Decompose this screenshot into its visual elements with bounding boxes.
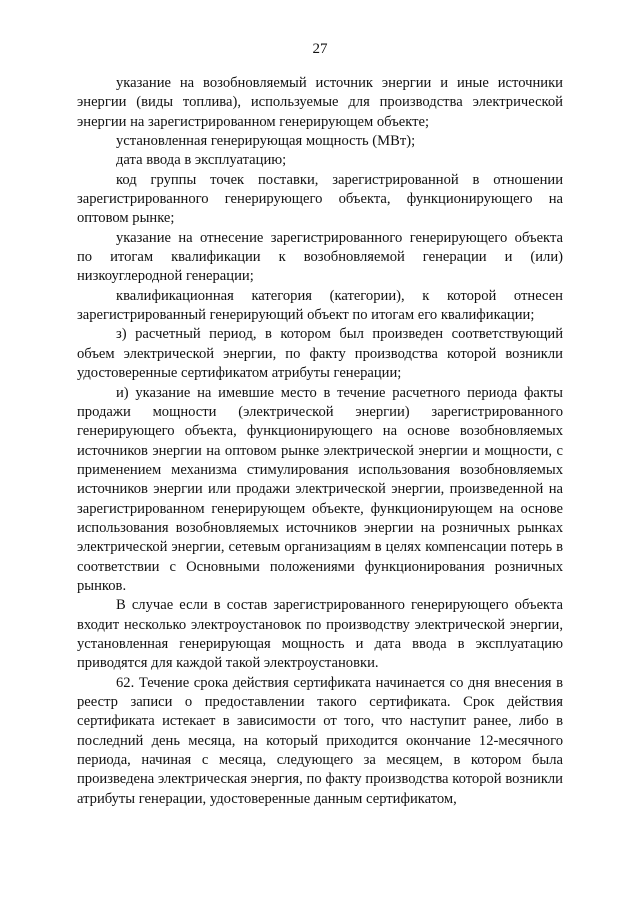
paragraph-installed-capacity: установленная генерирующая мощность (МВт); [116,133,416,150]
paragraph-item-i: и) указание на имевшие место в течение расчетного периода факты продажи мощности (электрической энергии) зарегистрированного генерирующего объекта, функционирующего на основе возобновляемых источников энергии на оптовом рынке электрической энергии и мощности, с применением механизма стимулирования использования возобновляемых источников энергии или продажи электрической энергии, произведенной на зарегистрированном генерирующем объекте, функционирующем на основе использования возобновляемых источников энергии на розничных рынках электрической энергии, сетевым организациям в целях компенсации потерь в соответствии с Основными положениями функционирования розничных рынков. [77,384,563,594]
paragraph-section-62: 62. Течение срока действия сертификата начинается со дня внесения в реестр записи о предоставлении такого сертификата. Срок действия сертификата истекает в зависимости от того, что наступит ранее, либо в последний день месяца, на который приходится окончание 12-месячного периода, начиная с месяца, следующего за месяцем, в котором была произведена электрическая энергия, по факту производства которой возникли атрибуты генерации, удостоверенные данным сертификатом, [77,674,563,807]
paragraph-qualification-category: квалификационная категория (категории), к которой отнесен зарегистрированный генерирующий объект по итогам его квалификации; [77,287,563,324]
paragraph-renewable-source: указание на возобновляемый источник энергии и иные источники энергии (виды топлива), используемые для производства электрической энергии на зарегистрированном генерирующем объекте; [77,75,563,130]
paragraph-generation-classification: указание на отнесение зарегистрированного генерирующего объекта по итогам квалификации к возобновляемой генерации и (или) низкоуглеродной генерации; [77,229,563,285]
paragraph-delivery-point-code: код группы точек поставки, зарегистрированной в отношении зарегистрированного генерирующего объекта, функционирующего на оптовом рынке; [77,171,563,227]
paragraph-commissioning-date: дата ввода в эксплуатацию; [116,152,287,169]
paragraph-multiple-installations: В случае если в состав зарегистрированного генерирующего объекта входит несколько электроустановок по производству электрической энергии, установленная генерирующая мощность и дата ввода в эксплуатацию приводятся для каждой такой электроустановки. [77,597,563,672]
paragraph-item-z: з) расчетный период, в котором был произведен соответствующий объем электрической энергии, по факту производства которой возникли удостоверенные сертификатом атрибуты генерации; [77,326,563,382]
page-number: 27 [312,41,328,57]
document-body [77,74,563,809]
